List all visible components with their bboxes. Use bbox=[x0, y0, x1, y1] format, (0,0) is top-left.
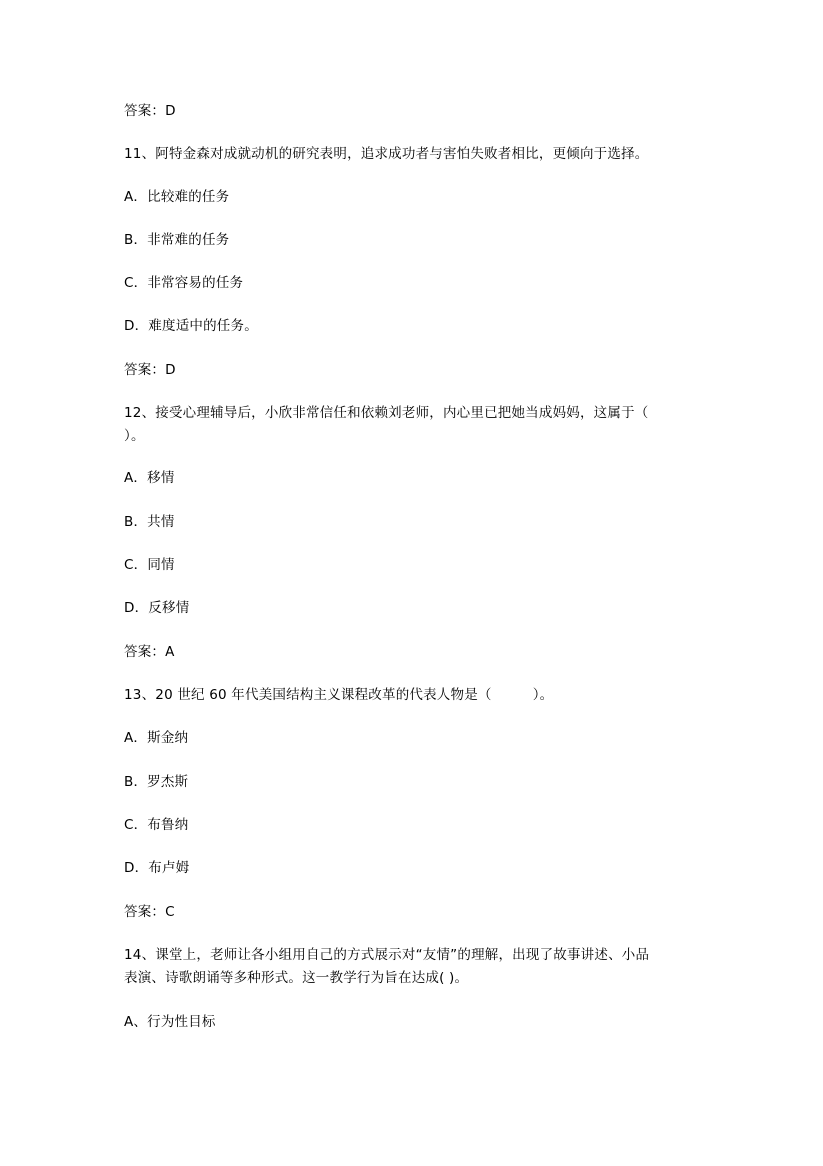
question-14-stem-line2: 表演、诗歌朗诵等多种形式。这一教学行为旨在达成( )。 bbox=[124, 970, 469, 986]
question-13-option-d: D．布卢姆 bbox=[124, 860, 190, 876]
answer-q10: 答案：D bbox=[124, 103, 176, 119]
question-11-option-c: C．非常容易的任务 bbox=[124, 275, 244, 291]
question-11-answer: 答案：D bbox=[124, 362, 176, 378]
question-12-option-a: A．移情 bbox=[124, 470, 175, 486]
question-11-option-b: B．非常难的任务 bbox=[124, 232, 230, 248]
question-13-option-b: B．罗杰斯 bbox=[124, 774, 189, 790]
question-12-option-b: B．共情 bbox=[124, 514, 175, 530]
question-11-option-a: A．比较难的任务 bbox=[124, 189, 230, 205]
question-11-stem: 11、阿特金森对成就动机的研究表明，追求成功者与害怕失败者相比，更倾向于选择。 bbox=[124, 146, 649, 162]
question-14-stem-line1: 14、课堂上，老师让各小组用自己的方式展示对“友情”的理解，出现了故事讲述、小品 bbox=[124, 947, 650, 963]
question-12-option-c: C．同情 bbox=[124, 557, 175, 573]
question-13-option-c: C．布鲁纳 bbox=[124, 817, 189, 833]
question-13-option-a: A．斯金纳 bbox=[124, 730, 189, 746]
question-13-answer: 答案：C bbox=[124, 904, 175, 920]
question-12-stem-line1: 12、接受心理辅导后，小欣非常信任和依赖刘老师，内心里已把她当成妈妈，这属于（ bbox=[124, 405, 649, 421]
question-12-stem-line2: ）。 bbox=[124, 428, 145, 444]
question-11-option-d: D．难度适中的任务。 bbox=[124, 318, 258, 334]
question-14-option-a: A、行为性目标 bbox=[124, 1014, 216, 1030]
question-13-stem: 13、20 世纪 60 年代美国结构主义课程改革的代表人物是（ ）。 bbox=[124, 687, 554, 703]
question-12-answer: 答案：A bbox=[124, 644, 175, 660]
question-12-option-d: D．反移情 bbox=[124, 600, 190, 616]
